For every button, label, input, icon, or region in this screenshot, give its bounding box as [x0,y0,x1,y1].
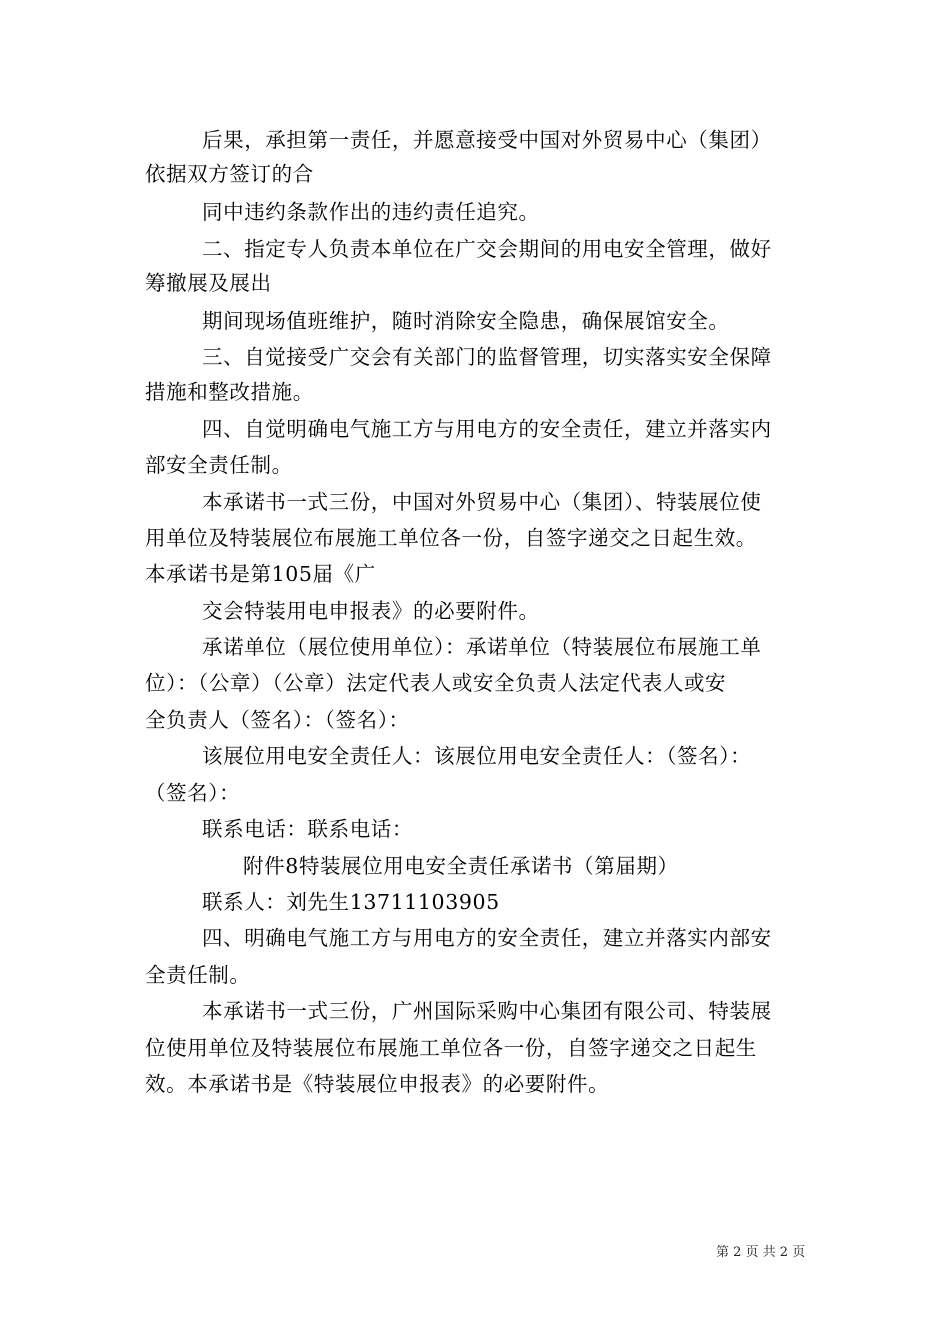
text-line: 联系电话：联系电话： [202,817,413,841]
text-line: 后果，承担第一责任，并愿意接受中国对外贸易中心（集团） [202,128,772,152]
text-line: 三、自觉接受广交会有关部门的监督管理，切实落实安全保障 [202,345,772,369]
text-line: 承诺单位（展位使用单位）：承诺单位（特装展位布展施工单 [202,635,762,659]
text-line: 二、指定专人负责本单位在广交会期间的用电安全管理，做好 [202,237,772,261]
text-line: 全负责人（签名）：（签名）： [145,708,410,732]
text-line: 四、明确电气施工方与用电方的安全责任，建立并落实内部安 [202,926,772,950]
text-line: 同中违约条款作出的违约责任追究。 [202,200,540,224]
attachment-title: 附件8特装展位用电安全责任承诺书（第届期） [243,854,679,878]
text-line: 全责任制。 [145,963,251,987]
text-line: 四、自觉明确电气施工方与用电方的安全责任，建立并落实内 [202,417,772,441]
text-line: 本承诺书一式三份，广州国际采购中心集团有限公司、特装展 [202,999,772,1023]
text-line: 该展位用电安全责任人：该展位用电安全责任人：（签名）： [202,744,752,768]
text-line: 位）：（公章）（公章）法定代表人或安全负责人法定代表人或安 [145,671,727,695]
text-line: 位使用单位及特装展位布展施工单位各一份，自签字递交之日起生 [145,1036,757,1060]
text-line: 部安全责任制。 [145,453,293,477]
text-line: （签名）： [145,781,241,805]
text-line: 期间现场值班维护，随时消除安全隐患，确保展馆安全。 [202,309,730,333]
text-line: 交会特装用电申报表》的必要附件。 [202,599,540,623]
contact-line: 联系人：刘先生13711103905 [202,890,500,914]
text-line: 依据双方签订的合 [145,162,314,186]
text-line: 筹撤展及展出 [145,271,272,295]
text-line: 本承诺书一式三份，中国对外贸易中心（集团）、特装展位使 [202,490,762,514]
text-line: 效。本承诺书是《特装展位申报表》的必要附件。 [145,1072,610,1096]
text-line: 措施和整改措施。 [145,380,314,404]
text-line: 用单位及特装展位布展施工单位各一份，自签字递交之日起生效。 [145,526,757,550]
page-number: 第 2 页 共 2 页 [716,1245,806,1260]
text-line: 本承诺书是第105届《广 [145,562,376,586]
